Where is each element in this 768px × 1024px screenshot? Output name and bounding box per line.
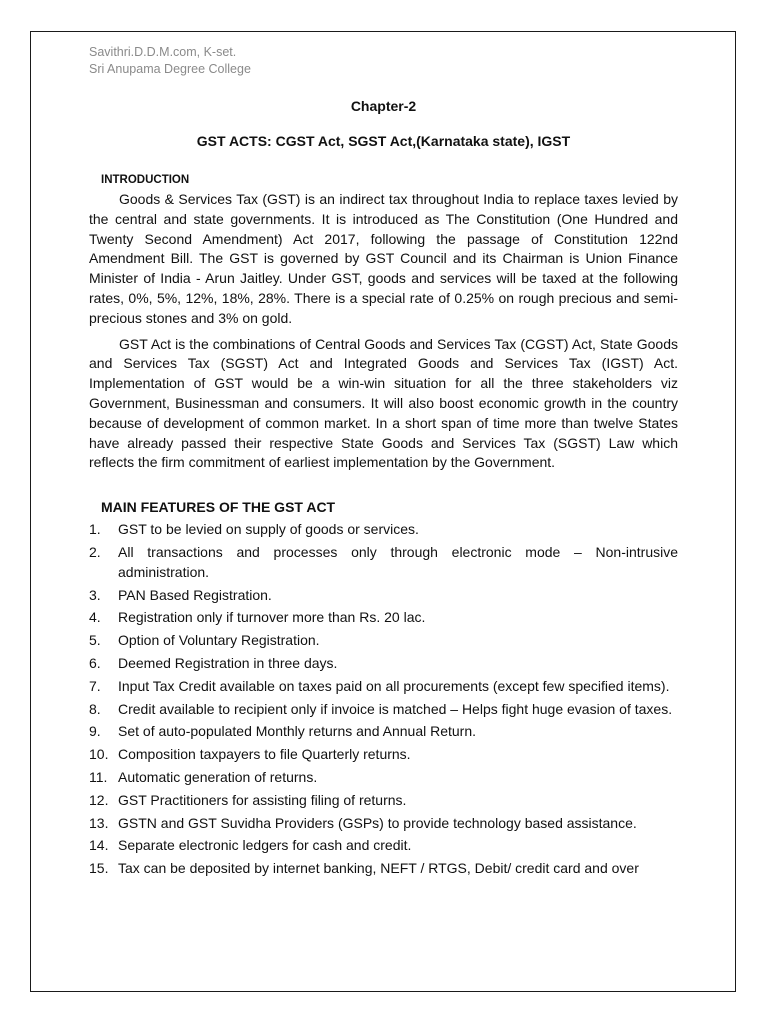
feature-item [89,677,678,697]
feature-item [89,631,678,651]
feature-number: 14. [89,837,109,854]
feature-item [89,836,678,856]
document-page [89,44,678,882]
intro-paragraph-2: GST Act is the combinations of Central Goods and Services Tax (CGST) Act, State Goods and Services Tax (SGST) Act and Integrated Goods and Services Tax (IGST) Act. Implementation of GST would be a win-win situation for all the three stakeholders viz Government, Businessman and consumers. It will also boost economic growth in the country because of development of common market. In a short span of time more than twelve States have already passed their respective State Goods and Services Tax (SGST) Law which reflects the firm commitment of earliest implementation by the Government. [89,335,678,471]
chapter-subtitle: GST ACTS: CGST Act, SGST Act,(Karnataka state), IGST [196,133,571,149]
feature-text: Credit available to recipient only if invoice is matched – Helps fight huge evasion of taxes. [118,700,673,717]
feature-number: 13. [89,814,109,831]
feature-item [89,543,678,583]
feature-item [89,814,678,834]
feature-number: 12. [89,791,109,808]
feature-item [89,722,678,742]
feature-text: GSTN and GST Suvidha Providers (GSPs) to provide technology based assistance. [118,814,637,831]
feature-text: GST to be levied on supply of goods or services. [118,521,419,538]
intro-paragraph-1: Goods & Services Tax (GST) is an indirect tax throughout India to replace taxes levied by the central and state governments. It is introduced as The Constitution (One Hundred and Twenty Second Amendment) Act 2017, following the passage of Constitution 122nd Amendment Bill. The GST is governed by GST Council and its Chairman is Union Finance Minister of India - Arun Jaitley. Under GST, goods and services will be taxed at the following rates, 0%, 5%, 12%, 18%, 28%. There is a special rate of 0.25% on rough precious and semi-precious stones and 3% on gold. [89,191,678,326]
feature-text: Set of auto-populated Monthly returns and Annual Return. [118,723,477,740]
feature-item [89,654,678,674]
feature-item [89,859,678,879]
feature-number: 9. [89,723,101,740]
college-line: Sri Anupama Degree College [89,62,251,76]
feature-text: GST Practitioners for assisting filing of returns. [118,791,407,808]
feature-item [89,586,678,606]
feature-text: Automatic generation of returns. [118,768,318,785]
feature-number: 4. [89,609,101,626]
feature-text: Registration only if turnover more than Rs. 20 lac. [118,609,426,626]
feature-number: 1. [89,521,101,538]
feature-number: 8. [89,700,101,717]
feature-number: 5. [89,632,101,649]
feature-number: 11. [89,768,108,785]
feature-number: 7. [89,677,101,694]
feature-item [89,608,678,628]
feature-text: Separate electronic ledgers for cash and credit. [118,837,412,854]
feature-number: 6. [89,654,101,671]
feature-text: Composition taxpayers to file Quarterly returns. [118,746,411,763]
features-list [89,520,678,879]
feature-text: PAN Based Registration. [118,586,272,603]
author-line: Savithri.D.D.M.com, K-set. [89,45,237,59]
feature-item [89,520,678,540]
feature-text: All transactions and processes only through electronic mode – Non-intrusive administration. [118,543,678,580]
feature-item [89,768,678,788]
introduction-heading: INTRODUCTION [101,174,190,186]
feature-number: 10. [89,746,109,763]
feature-text: Input Tax Credit available on taxes paid on all procurements (except few specified items). [118,677,670,694]
feature-text: Deemed Registration in three days. [118,654,338,671]
feature-text: Option of Voluntary Registration. [118,632,320,649]
feature-item [89,791,678,811]
features-heading: MAIN FEATURES OF THE GST ACT [101,499,336,516]
feature-text: Tax can be deposited by internet banking, NEFT / RTGS, Debit/ credit card and over [118,860,639,877]
feature-item [89,745,678,765]
feature-number: 3. [89,586,101,603]
feature-number: 15. [89,860,109,877]
feature-number: 2. [89,543,101,560]
chapter-title: Chapter-2 [350,98,417,114]
feature-item [89,700,678,720]
